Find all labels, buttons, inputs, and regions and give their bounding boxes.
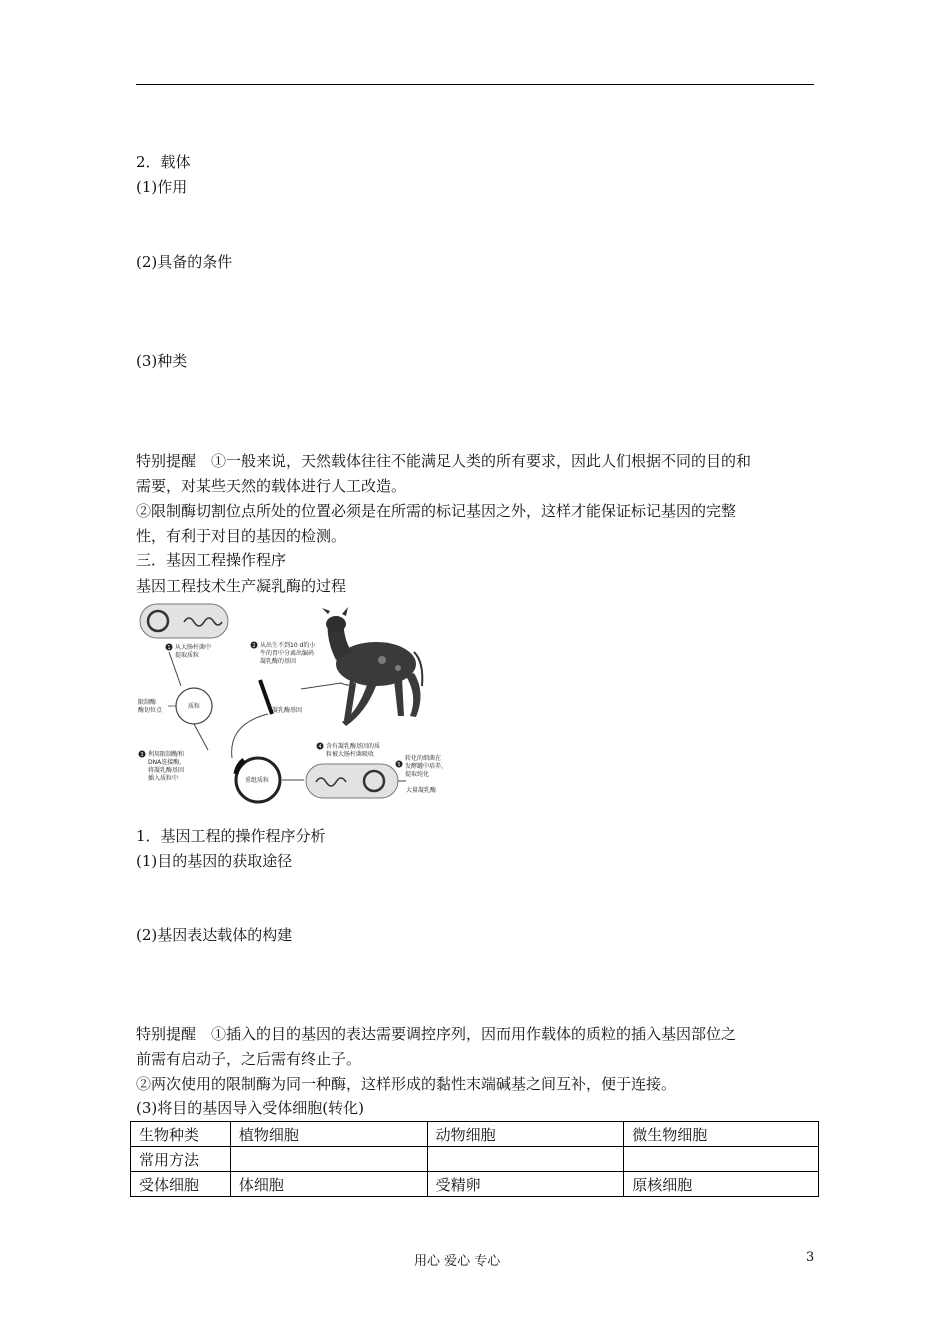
section-heading-vector: 2．载体	[136, 153, 191, 171]
table-row	[131, 1172, 819, 1197]
step1-label: 从大肠杆菌中	[175, 644, 212, 651]
table-cell	[624, 1147, 819, 1172]
step-number: 3	[140, 752, 144, 758]
step4-label: 含有凝乳酶基因的质	[326, 743, 381, 750]
step2-label: 牛的胃中分离出编码	[260, 650, 315, 657]
step5-label: 提取纯化	[405, 771, 430, 778]
step2-label: 凝乳酶的基因	[260, 658, 297, 665]
figure-caption: 基因工程技术生产凝乳酶的过程	[136, 577, 347, 595]
table-cell: 受精卵	[427, 1172, 624, 1197]
table-cell	[230, 1147, 427, 1172]
enzyme-site-label: 限制酶	[138, 699, 157, 706]
step3-label: DNA连接酶，	[148, 759, 186, 766]
step-number: 5	[397, 762, 401, 768]
step2-label: 从出生不到10 d的小	[260, 642, 316, 649]
subheading-types: (3)种类	[136, 352, 188, 370]
special-tip-procedure	[136, 1022, 816, 1097]
table-cell	[427, 1147, 624, 1172]
inserted-gene	[236, 760, 244, 774]
tip-line: 前需有启动子，之后需有终止子。	[136, 1050, 362, 1068]
step-number: 4	[318, 744, 322, 750]
page-number: 3	[806, 1250, 815, 1265]
subheading-gene-acquisition: (1)目的基因的获取途径	[136, 852, 293, 870]
step4-label: 粒被大肠杆菌吸收	[326, 751, 375, 758]
tip-line: ②两次使用的限制酶为同一种酶，这样形成的黏性末端碱基之间互补，便于连接。	[136, 1075, 677, 1093]
product-label: 大量凝乳酶	[406, 787, 437, 794]
table-cell: 动物细胞	[427, 1122, 624, 1147]
table-cell: 受体细胞	[131, 1172, 231, 1197]
step1-label: 提取质粒	[175, 652, 200, 659]
footer-center-text: 用心 爱心 专心	[414, 1254, 501, 1269]
tip-line: 特别提醒 ①插入的目的基因的表达需要调控序列，因而用作载体的质粒的插入基因部位之	[136, 1025, 737, 1043]
subheading-transformation: (3)将目的基因导入受体细胞(转化)	[136, 1099, 364, 1117]
step3-label: 将凝乳酶基因	[148, 767, 185, 774]
table-row	[131, 1147, 819, 1172]
rennin-gene-segment	[260, 680, 272, 714]
gene-label: 凝乳酶基因	[272, 707, 303, 714]
rennin-process-figure	[136, 602, 448, 817]
transformation-table	[130, 1121, 819, 1197]
table-row	[131, 1122, 819, 1147]
table-cell: 常用方法	[131, 1147, 231, 1172]
tip-line: 性，有利于对目的基因的检测。	[136, 527, 347, 545]
step3-label: 插入质粒中	[148, 775, 179, 782]
table-cell: 原核细胞	[624, 1172, 819, 1197]
tip-line: 需要，对某些天然的载体进行人工改造。	[136, 477, 407, 495]
tip-line: ②限制酶切割位点所处的位置必须是在所需的标记基因之外，这样才能保证标记基因的完整	[136, 502, 737, 520]
analysis-heading: 1．基因工程的操作程序分析	[136, 827, 326, 845]
calf-image	[322, 607, 422, 726]
table-cell: 生物种类	[131, 1122, 231, 1147]
enzyme-site-label: 酶切位点	[138, 707, 163, 714]
subheading-vector-construction: (2)基因表达载体的构建	[136, 926, 293, 944]
step5-label: 发酵罐中培养、	[405, 763, 448, 770]
header-rule	[136, 84, 814, 85]
tip-line: 特别提醒 ①一般来说，天然载体往往不能满足人类的所有要求，因此人们根据不同的目的和	[136, 452, 752, 470]
subheading-function: (1)作用	[136, 178, 188, 196]
section-heading-procedure: 三．基因工程操作程序	[136, 551, 287, 569]
table-cell: 植物细胞	[230, 1122, 427, 1147]
table-cell: 体细胞	[230, 1172, 427, 1197]
table-cell: 微生物细胞	[624, 1122, 819, 1147]
subheading-conditions: (2)具备的条件	[136, 253, 233, 271]
step-number: 1	[167, 645, 171, 651]
plasmid-label: 质粒	[188, 703, 201, 710]
special-tip-vector	[136, 449, 816, 549]
recombinant-label: 重组质粒	[245, 777, 270, 784]
arrow	[232, 714, 268, 758]
step5-label: 转化的细菌在	[405, 755, 442, 762]
step-number: 2	[252, 643, 256, 649]
arrow	[194, 724, 208, 750]
step3-label: 利用限制酶和	[148, 751, 185, 758]
